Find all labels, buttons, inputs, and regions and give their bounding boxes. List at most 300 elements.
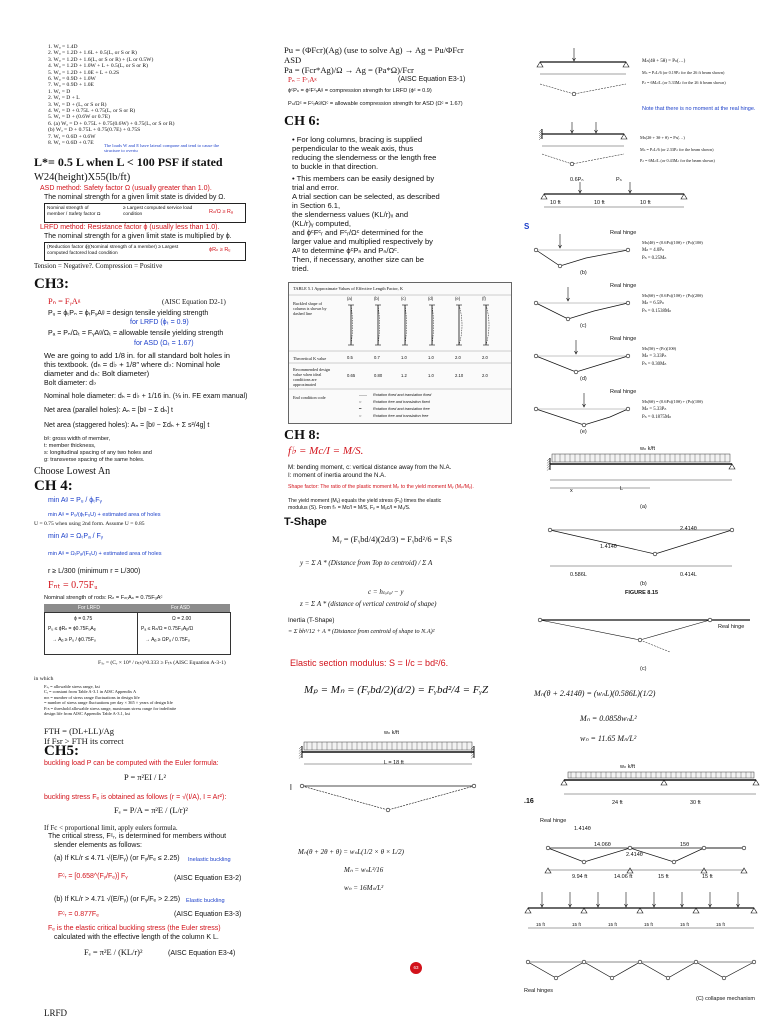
lrfd-box-right: ϕRₙ ≥ Rᵤ (209, 247, 231, 253)
deflected-shape (536, 250, 628, 266)
mechanism-2-eq-1: Mₙ = 3.33Pₙ (642, 354, 667, 359)
effective-length-table-title: TABLE 5.1 Approximate Values of Effective Length Factor, K (293, 286, 404, 291)
collapse-mechanisms (530, 228, 760, 440)
plastic-hinge (582, 423, 586, 427)
cont-hinge-3 (672, 860, 676, 864)
asd-compression: Pₙ/Ωᶜ = FᶜᵣAᵍ/Ωᶜ = allowable compression strength for ASD (Ωᶜ = 1.67) (288, 101, 463, 107)
elastic-modulus: Elastic section modulus: S = I/c = bd²/6. (290, 658, 449, 668)
mechanism-2 (530, 334, 760, 386)
six-hinge-0 (526, 960, 530, 964)
plastic-hinge (566, 317, 570, 321)
table-k-3: 1.0 (428, 355, 434, 360)
cont-hinge-0 (546, 846, 550, 850)
plastic-hinge (574, 370, 578, 374)
fe-definition-2: calculated with the effective length of the column K L. (54, 934, 219, 941)
fig815-length: L (620, 486, 624, 492)
mechanism-caption-0: (b) (580, 270, 587, 276)
six-hinge-6 (694, 960, 698, 964)
mp-eq: Mₚ = Mₙ = (Fᵧbd/2)(d/2) = Fᵧbd²/4 = FᵧZ (304, 684, 489, 696)
mechanism-hinge-label-1: Real hinge (610, 283, 637, 289)
asd-formula-box (44, 203, 246, 223)
cont-hinge-5 (742, 846, 746, 850)
fig815-cap-c: (c) (640, 666, 647, 672)
mechanism-0 (530, 228, 760, 280)
buckled-shape-5 (486, 305, 489, 345)
table-asd-ag: → Aᵦ ≥ ΩPₐ / 0.75Fᵤ (145, 637, 190, 643)
load-combination-7: 1. Wₐ = D (48, 88, 71, 95)
load-combination-2: 3. Wᵤ = 1.2D + 1.6(Lᵣ or S or R) + (L or 0.5W) (48, 56, 154, 63)
ch3-definitions (44, 436, 152, 464)
cont-span-3: 15 ft (702, 874, 713, 880)
fatigue-in-which: in which (34, 676, 54, 682)
six-span-label-1: 15 ft (572, 922, 581, 927)
mechanism-1-eq-1: Mₙ = 6.5Pₙ (642, 301, 664, 306)
continuous-beam-mechanism (534, 818, 760, 884)
mechanism-caption-1: (c) (580, 323, 587, 329)
load-combination-13: (b) Wₐ = D + 0.75L + 0.75(0.7E) + 0.75S (48, 127, 141, 134)
ch6-trial-line-9: Then, if necessary, another size can be (292, 255, 424, 264)
fig815-hinge-b (653, 552, 657, 556)
fig815c-hinge-1 (538, 618, 542, 622)
table-lrfd-eq: Pᵤ ≤ ϕRₙ = ϕ0.75FᵤAᵦ (48, 626, 96, 632)
right-plastic-hinge (472, 784, 476, 788)
fig815-hinge: Real hinge (718, 624, 745, 630)
table-rec-2: 1.2 (401, 373, 407, 378)
load-combination-9: 3. Wₐ = D + (Lᵣ or S or R) (48, 101, 107, 108)
six-mechanism (528, 962, 754, 978)
fig815-hinge-c (730, 528, 734, 532)
ch3-eq-asd-factor: for ASD (Ωₜ = 1.67) (134, 340, 194, 347)
beam-length-label: L = 18 ft (384, 760, 404, 766)
plastic-hinge (572, 92, 576, 96)
pin-support (621, 134, 627, 139)
fig815-val-1: 1.414θ (600, 544, 617, 550)
table-k-1: 0.7 (374, 355, 380, 360)
table-asd-eq: Pₐ ≤ Rₙ/Ω = 0.75FᵤAᵦ/Ω (141, 626, 194, 632)
fatigue-def-6: design life from AISC Appendix Table A-3.1, ksi (44, 711, 131, 717)
deflected-shape (536, 356, 628, 372)
ch6-heading: CH 6: (284, 114, 321, 129)
ch6-trial-line-5: (KL/r)ᵧ computed, (292, 219, 351, 228)
frame-support-left (541, 194, 547, 199)
yield-moment-2: modulus (S). From f♭ = Mc/I = M/S, Fᵧ = Mᵧc/I = Mᵧ/S. (288, 505, 411, 511)
ch6-trial-line-0: • This members can be easily designed by (292, 174, 435, 183)
fig815-val-0: 0.586L (570, 572, 587, 578)
frame-span-2: 10 ft (594, 200, 605, 206)
ch4-fnt: Fₙₜ = 0.75Fᵤ (48, 580, 98, 591)
def-longitudinal-spacing: s: longitudinal spacing of any two holes and (44, 450, 152, 456)
two-span-beam (524, 762, 760, 812)
six-span-label-0: 15 ft (536, 922, 545, 927)
mechanism-hinge-label-2: Real hinge (610, 336, 637, 342)
frame-span-3: 10 ft (640, 200, 651, 206)
top-eq-2: Mₙ = PₙL/6 (or 0.19Pₙ for the 26 ft beam shown) (642, 70, 725, 75)
six-hinge-5 (666, 976, 670, 980)
frame-loading-diagram (534, 174, 734, 214)
mn-eq-3: wₙ = 16Mₙ/L² (344, 884, 384, 892)
buckled-shape-4 (459, 305, 462, 345)
ch6-trial-line-2: A trial section can be selected, as described (292, 192, 440, 201)
ch3-net-area-staggered: Net area (staggered holes): Aₙ = [bᵍ − Σdₕ + Σ s²/4g] t (44, 422, 210, 429)
fig815c-hinge-3 (708, 618, 712, 622)
ch6-bullet-trial (292, 174, 440, 273)
ch4-heading: CH 4: (34, 478, 73, 494)
case-a-eq: Fᶜᵣ = [0.658^(Fᵧ/Fₑ)] Fᵧ (58, 873, 128, 880)
asd-label: ASD (284, 55, 302, 65)
left-hinge (534, 301, 538, 305)
cont-support-2 (701, 868, 707, 873)
fth-eq: FTH = (DL+LL)/Ag (44, 726, 115, 736)
shape-factor: Shape factor: The ratio of the plastic moment Mₚ to the yield moment Mᵧ (Mₚ/Mᵧ). (288, 484, 474, 490)
cont-hinge-4 (702, 846, 706, 850)
mn-eq-2: Mₙ = wₙL²/16 (344, 866, 384, 874)
ch3-bullet-holes-line2: this textbook. (dₕ = d♭ + 1/8″ where d♭: Nominal hole (44, 360, 221, 369)
rod-lrfd-asd-table (44, 604, 230, 654)
six-span-label-2: 15 ft (608, 922, 617, 927)
fe-eq: Fₑ = P/A = π²E / (L/r)² (114, 806, 188, 815)
ch8-flexure-eq: f♭ = Mc/I = M/S. (288, 445, 364, 457)
right-hinge (626, 248, 630, 252)
s-marker: S (524, 222, 530, 231)
six-span-label-5: 15 ft (716, 922, 725, 927)
mechanism-2-eq-0: Mₙ(5θ) = (Pₙ)(10θ) (642, 346, 677, 351)
cont-span-0: 9.94 ft (572, 874, 588, 880)
fe-eq-2-ref: (AISC Equation E3-4) (168, 950, 236, 957)
frame-load-2: Pₙ (616, 177, 622, 183)
fig815-load-block (552, 454, 730, 462)
mechanism-3-eq-1: Mₙ = 5.33Pₙ (642, 407, 667, 412)
case-b-condition: (b) If KL/r > 4.71 √(E/Fᵧ) (or Fᵧ/Fₑ > 2.25) (54, 896, 181, 903)
mechanism-2-eq-2: Pₙ = 0.30Mₙ (642, 362, 667, 367)
fig815-hinge-a (548, 528, 552, 532)
cont-mechanism (548, 848, 744, 862)
ch6-bracing-line-1: perpendicular to the weak axis, thus (292, 144, 414, 153)
fig815c-dashed (640, 640, 670, 652)
top-eq-1: Mₙ(4θ + 5θ) = Pₙ(…) (642, 59, 686, 64)
plastic-hinge (558, 264, 562, 268)
load-combination-3: 4. Wᵤ = 1.2D + 1.0W + L + 0.5(Lᵣ or S or R) (48, 63, 148, 70)
fig815c-mechanism (540, 620, 710, 640)
ch4-min-ag-3: min Aᵍ = ΩₜPₐ / Fᵧ (48, 533, 104, 540)
cont-val-2: 2.414θ (626, 852, 643, 858)
load-combination-1: 2. Wᵤ = 1.2D + 1.6L + 0.5(Lᵣ or S or R) (48, 50, 137, 57)
fixed-beam-diagram (288, 730, 488, 820)
mechanism-shape (540, 84, 626, 94)
right-support (623, 62, 629, 67)
tension-note: Tension = Negative?. Compression = Positive (34, 262, 163, 270)
case-a-tag: Inelastic buckling (188, 857, 231, 863)
mechanism-caption-2: (d) (580, 376, 587, 382)
six-span-label-3: 15 ft (644, 922, 653, 927)
table-row-shape: Buckled shape of column is shown by dashed line (293, 301, 327, 316)
fig815-eq-3: wₙ = 11.65 Mₙ/L² (580, 734, 637, 743)
table-rec-5: 2.0 (482, 373, 488, 378)
six-hinge-7 (722, 976, 726, 980)
fig815-eq-2: Mₙ = 0.0858wₙL² (580, 714, 637, 723)
ch3-eq-nominal: Pₙ = FᵧAᵍ (48, 297, 81, 306)
propped-beam-mechanism (536, 120, 630, 166)
cont-hinge: Real hinge (540, 818, 567, 824)
cont-support-3 (741, 868, 747, 873)
combo-note: The loads W and E have lateral compone and tend to cause the structure to overtu (104, 143, 220, 154)
left-hinge (534, 407, 538, 411)
ch6-trial-line-10: tried. (292, 264, 309, 273)
yield-moment: The yield moment (Mᵧ) equals the yield stress (Fᵧ) times the elastic (288, 498, 442, 504)
mechanism-shape (302, 786, 474, 810)
fatigue-def-2: Cᵣ = constant from Table A-3.1 in AISC Appendix A (44, 689, 137, 695)
euler-eq: P = π²EI / L² (124, 773, 167, 782)
def-gross-width: bᵍ: gross width of member, (44, 436, 111, 442)
cont-span-2: 15 ft (658, 874, 669, 880)
table-k-0: 0.5 (347, 355, 353, 360)
end-code-2: Rotation fixed and translation free (373, 407, 430, 411)
page-number-badge: 63 (410, 962, 422, 974)
table-rec-4: 2.10 (455, 373, 464, 378)
left-plastic-hinge (300, 784, 304, 788)
ch4-min-ag-1: min Aᵍ = Pᵤ / ϕₜFᵧ (48, 497, 102, 504)
mechanism-caption-3: (e) (580, 429, 587, 435)
cont-val-0: 1.414θ (574, 826, 591, 832)
asd-box-left: Nominal strength of member / Safety factor Ω (47, 206, 101, 217)
z-eq: z = Σ A * (distance of vertical centroid of shape) (300, 600, 437, 608)
load-combination-12: 6. (a) Wₐ = D + 0.75L + 0.75(0.6W) + 0.75(Lᵣ or S or R) (48, 120, 175, 127)
mechanism-1 (530, 281, 760, 333)
six-span-label-4: 15 ft (680, 922, 689, 927)
fig815-val-4: 2.414θ (680, 526, 697, 532)
beam-load-label: wₙ k/ft (384, 730, 400, 736)
table-rec-3: 1.0 (428, 373, 434, 378)
ch8-heading: CH 8: (284, 428, 321, 443)
asd-box-mid: ≥ Largest computed service load condition (123, 206, 193, 217)
fatigue-def-3: nₜₕ = number of stress range fluctuations in design life (44, 694, 140, 700)
load-combination-0: 1. Wᵤ = 1.4D (48, 44, 78, 50)
six-support-1 (581, 908, 587, 913)
fig815-load: wₙ k/ft (640, 446, 656, 452)
two-span-load: wₙ k/ft (620, 764, 636, 770)
my-eq: Mᵧ = (Fᵧbd/4)(2d/3) = Fᵧbd²/6 = FᵧS (332, 535, 453, 544)
ch4-min-ag-4: min Aᵍ = ΩₜPₐ/(FᵤU) + estimated area of holes (48, 551, 162, 557)
mechanism-hinge-label-0: Real hinge (610, 230, 637, 236)
ch6-bracing-line-3: to buckle in that direction. (292, 162, 379, 171)
table-k-4: 2.0 (455, 355, 461, 360)
six-support-2 (637, 908, 643, 913)
case-a-ref: (AISC Equation E3-2) (174, 875, 242, 882)
cont-hinge-1 (582, 860, 586, 864)
mechanism-0-eq-2: Pₙ = 0.25Mₙ (642, 256, 667, 261)
ch3-eq-lrfd-factor: for LRFD (ϕₜ = 0.9) (130, 319, 189, 326)
six-hinge-8 (752, 960, 756, 964)
six-support-4 (751, 908, 757, 913)
table-row-k: Theoretical K value (293, 356, 327, 361)
table-col-2: (c) (401, 296, 406, 301)
real-hinge-note: Note that there is no moment at the real hinge. (642, 106, 756, 112)
ch4-rod-strength: Nominal strength of rods: Rₙ = FₙₜAₙ = 0.75FᵤAᶜ (44, 595, 163, 601)
six-support-3 (693, 908, 699, 913)
ch6-trial-line-1: trial and error. (292, 183, 339, 192)
fatigue-def-4: = number of stress range fluctuations per day × 365 × years of design life (44, 700, 173, 706)
lrfd-compression: ϕᶜPₙ = ϕᶜFᶜᵣAᵍ = compression strength for LRFD (ϕᶜ = 0.9) (288, 88, 432, 94)
pn-eq: Pₙ = FᶜᵣAᵍ (288, 76, 317, 84)
load-combination-11: 5. Wₐ = D + (0.6W or 0.7E) (48, 114, 111, 121)
two-span-support-2 (661, 780, 667, 785)
two-span-tag: .16 (524, 798, 534, 805)
ch3-eq-nominal-ref: (AISC Equation D2-1) (162, 298, 226, 306)
case-b-ref: (AISC Equation E3-3) (174, 911, 242, 918)
load-combination-10: 4. Wₐ = D + 0.75L + 0.75(Lᵣ or S or R) (48, 108, 136, 115)
lrfd-description: The nominal strength for a given limit state is multiplied by ϕ. (44, 233, 232, 240)
column-right (524, 0, 760, 1024)
frame-span-1: 10 ft (550, 200, 561, 206)
ch6-bullet-bracing (292, 135, 436, 171)
lrfd-box-left: (Reduction factor ϕ)(Nominal strength of a member) ≥ Largest computed factored load condition (47, 245, 179, 256)
table-rec-1: 0.80 (374, 373, 383, 378)
ch3-hole-diameter: Nominal hole diameter: dₕ = d♭ + 1/16 in. (⅛ in. FE exam manual) (44, 393, 248, 400)
ch6-trial-line-8: Aᵍ to determine ϕᶜPₙ and Pₙ/Ωᶜ. (292, 246, 399, 255)
ch6-trial-line-7: larger value and multiplied respectively by (292, 237, 433, 246)
def-transverse-spacing: g: transverse spacing of the same holes. (44, 457, 145, 463)
six-caption: (C) collapse mechanism (696, 996, 755, 1002)
fatigue-def-5: Fₜₕ = threshold allowable stress range, maximum stress range for indefinite (44, 705, 177, 711)
right-hinge (626, 301, 630, 305)
tshape-heading: T-Shape (284, 516, 327, 528)
lrfd-formula-box (44, 242, 246, 261)
table-row-end: End condition code (293, 395, 326, 400)
two-span-support-1 (561, 780, 567, 785)
crit-intro: The critical stress, Fᶜᵣ, is determined for members without (48, 833, 227, 840)
load-combination-8: 2. Wₐ = D + L (48, 95, 80, 102)
two-span-2: 30 ft (690, 800, 701, 806)
left-hinge (534, 354, 538, 358)
inertia-eq: = Σ bh³/12 + A * (Distance from centroid of shape to N.A)² (288, 628, 435, 635)
mid-plastic-hinge (386, 808, 390, 812)
ybar-eq: y = Σ A * (Distance from Top to centroid) / Σ A (300, 559, 433, 567)
table-lrfd-ag: → Aᵦ ≥ Pᵤ / ϕ0.75Fᵤ (52, 637, 96, 643)
fatigue-def-1: Fₛᵣ = allowable stress range, ksi (44, 684, 100, 689)
fatigue-fsr-eq: Fₛᵣ = (Cᵣ × 10⁸ / nₜₕ)^0.333 ≥ Fₜₕ (AISC Equation A-3-1) (98, 660, 226, 666)
c-eq: c = hₜₒₜₐₗ − y (368, 588, 404, 596)
cont-hinge-2 (628, 846, 632, 850)
case-a-condition: (a) If KL/r ≤ 4.71 √(E/Fᵧ) (or Fᵧ/Fₑ ≤ 2.25) (54, 855, 180, 862)
effective-length-table (288, 282, 512, 424)
euler-intro: buckling load P can be computed with the Euler formula: (44, 760, 219, 767)
six-hinge-4 (638, 960, 642, 964)
ch4-u-note: U = 0.75 when using 2nd form. Assume U = 0.85 (34, 521, 145, 527)
cont-span-1: 14.06 ft (614, 874, 633, 880)
deflected-shape (536, 303, 628, 319)
six-support-0 (525, 908, 531, 913)
table-divider (137, 612, 138, 654)
table-h-asd: For ASD (171, 605, 190, 611)
column-left (34, 0, 274, 1024)
load-combination-4: 5. Wᵤ = 1.2D + 1.0E + L + 0.2S (48, 69, 120, 76)
mid-eq-1: Mₙ(2θ + 3θ + θ) = Pₙ(…) (640, 135, 685, 140)
fig815-x: x (570, 488, 573, 494)
simple-beam-mechanism (534, 46, 632, 96)
right-hinge (626, 354, 630, 358)
ch8-def-moment: M: bending moment, c: vertical distance away from the N.A. (288, 464, 452, 471)
frame-load-1: 0.6Pₙ (570, 177, 584, 183)
ch3-bolt-diameter: Bolt diameter: d♭ (44, 380, 97, 387)
fe-definition: Fₑ is the elastic critical buckling stress (the Euler stress) (48, 925, 221, 932)
cont-val-1: 14.06θ (594, 842, 611, 848)
ch6-trial-line-6: and ϕᶜFᶜᵣ and Fᶜᵣ/Ωᶜ determined for the (292, 228, 424, 237)
ch4-min-ag-2: min Aᵍ = Pᵤ/(ϕₜFᵤU) + estimated area of holes (48, 512, 161, 518)
fig815c-hinge-2 (638, 638, 642, 642)
load-combination-6: 7. Wᵤ = 0.9D + 1.0E (48, 82, 94, 89)
end-code-symbol-0: —— (359, 392, 367, 397)
live-load-rule: L*= 0.5 L when L < 100 PSF if stated (34, 155, 223, 169)
crit-intro-2: slender elements as follows: (54, 842, 142, 849)
two-span-support-3 (753, 780, 759, 785)
mechanism-1-eq-0: Mₙ(6θ) = (0.6Pₙ)(10θ) + (Pₙ)(20θ) (642, 293, 703, 298)
mechanism-hinge-label-3: Real hinge (610, 389, 637, 395)
mid-eq-3: Pₙ = 6Mₙ/L (or 0.43Mₙ for the beam shown) (640, 158, 715, 163)
ch4-r-limit: r ≥ L/300 (minimum r = L/300) (48, 568, 141, 575)
deflected-shape (536, 409, 628, 425)
table-h-lrfd: For LRFD (78, 605, 100, 611)
beam-distributed-load (304, 742, 472, 750)
six-hinge-3 (610, 976, 614, 980)
table-k-2: 1.0 (401, 355, 407, 360)
table-col-4: (e) (455, 296, 461, 301)
fig815-cap-a: (a) (640, 504, 647, 510)
mechanism-3-eq-2: Pₙ = 0.1875Mₙ (642, 415, 672, 420)
section-designation: W24(height)X55(lb/ft) (34, 172, 131, 183)
ch6-bracing-line-2: reducing the slenderness or the length free (292, 153, 437, 162)
frame-support-right (681, 194, 687, 199)
choose-lowest-an: Choose Lowest An (34, 466, 111, 477)
table-k-5: 2.0 (482, 355, 488, 360)
top-eq-3: Pₙ = 6Mₙ/L (or 5.33Mₙ for the 26 ft beam shown) (642, 80, 726, 85)
mechanism-3 (530, 387, 760, 439)
right-hinge (626, 407, 630, 411)
table-col-5: (f) (482, 296, 486, 301)
cont-support-1 (627, 868, 633, 873)
end-code-symbol-2: ━ (359, 406, 362, 411)
ch3-eq-lrfd: Pᵤ = ϕₜPₙ = ϕₜFᵧAᵍ = design tensile yielding strength (48, 310, 209, 317)
load-combination-15: 8. Wₐ = 0.6D + 0.7E (48, 140, 94, 147)
table-lrfd-phi: ϕ = 0.75 (74, 616, 93, 622)
fig815-mechanism (550, 530, 732, 554)
mechanism-0-eq-0: Mₙ(4θ) = (0.6Pₙ)(10θ) + (Pₙ)(10θ) (642, 240, 703, 245)
end-code-3: Rotation free and translation free (373, 414, 429, 418)
effective-length-columns (289, 283, 511, 423)
six-span-beam-mechanism (524, 888, 760, 1012)
cont-val-3: 15θ (680, 842, 690, 848)
mechanism-3-eq-0: Mₙ(6θ) = (0.6Pₙ)(10θ) + (Pₙ)(10θ) (642, 399, 703, 404)
end-code-0: Rotation fixed and translation fixed (373, 393, 432, 397)
fe-intro: buckling stress Fₑ is obtained as follows (r = √(I/A), I = Ar²): (44, 794, 227, 801)
asd-box-right: Rₙ/Ω ≥ Rₐ (209, 209, 233, 215)
mechanism-shape (542, 154, 624, 164)
plastic-hinge (570, 162, 574, 166)
two-span-1: 24 ft (612, 800, 623, 806)
mechanism-1-eq-2: Pₙ = 0.1538Mₙ (642, 309, 672, 314)
fc-note: If Fc < proportional limit, apply eulers formula. (44, 824, 178, 832)
ch6-trial-line-3: in Section 6.1, (292, 201, 341, 210)
ch3-net-area-parallel: Net area (parallel holes): Aₙ = [bᵍ − Σ dₕ] t (44, 407, 173, 414)
six-hinges: Real hinges (524, 988, 554, 994)
ch6-trial-line-4: the slenderness values (KL/r)ₓ and (292, 210, 409, 219)
end-code-symbol-1: ○ (359, 399, 362, 404)
case-b-eq: Fᶜᵣ = 0.877Fₑ (58, 911, 99, 918)
cont-support-0 (545, 868, 551, 873)
ch6-bracing-line-0: • For long columns, bracing is supplied (292, 135, 423, 144)
cut-mark: l (290, 783, 292, 792)
case-b-tag: Elastic buckling (186, 898, 225, 904)
six-hinge-1 (554, 976, 558, 980)
inertia-label: Inertia (T-Shape) (288, 617, 335, 624)
